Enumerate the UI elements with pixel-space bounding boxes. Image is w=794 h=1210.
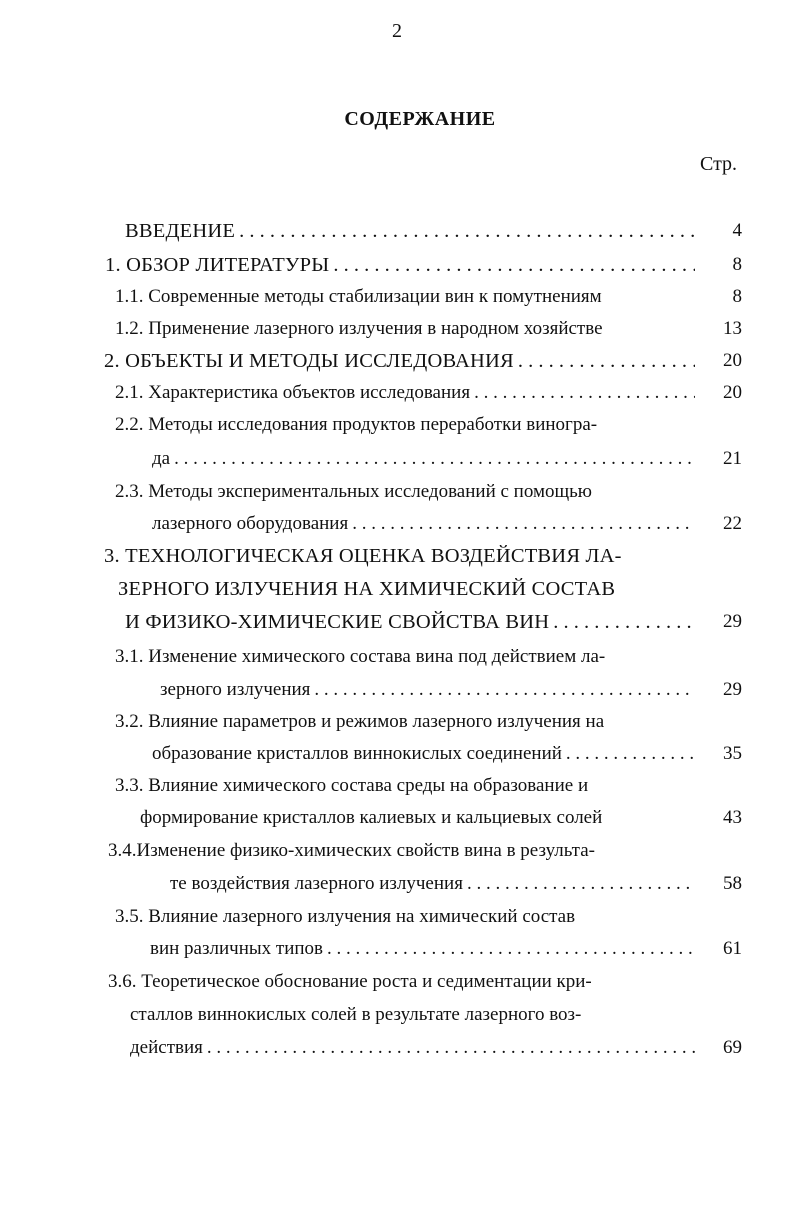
toc-entry[interactable] [115, 707, 604, 737]
toc-entry-continuation[interactable] [140, 803, 602, 833]
toc-page-number: 20 [723, 382, 742, 403]
toc-entry-text: 1.2. Применение лазерного излучения в народном хозяйстве [115, 318, 603, 339]
toc-entry-continuation[interactable] [152, 739, 695, 769]
dot-leader [174, 444, 695, 474]
toc-page-number: 13 [723, 318, 742, 339]
toc-page-number: 43 [723, 807, 742, 828]
toc-entry-text: те воздействия лазерного излучения [170, 873, 463, 894]
toc-entry-text: 3. ТЕХНОЛОГИЧЕСКАЯ ОЦЕНКА ВОЗДЕЙСТВИЯ ЛА- [104, 545, 622, 567]
dot-leader [518, 346, 695, 376]
dot-leader [333, 250, 695, 280]
toc-entry-text: да [152, 448, 171, 469]
toc-entry-text: 2. ОБЪЕКТЫ И МЕТОДЫ ИССЛЕДОВАНИЯ [104, 350, 514, 372]
toc-entry[interactable] [105, 250, 695, 280]
toc-page-number: 29 [723, 611, 742, 632]
toc-entry-continuation[interactable] [152, 444, 695, 474]
toc-entry[interactable] [115, 314, 603, 344]
toc-entry[interactable] [108, 967, 592, 997]
toc-page-number: 69 [723, 1037, 742, 1058]
toc-page-number: 29 [723, 679, 742, 700]
toc-entry-continuation[interactable] [152, 509, 695, 539]
toc-entry-text: сталлов виннокислых солей в результате лазерного воз- [130, 1004, 582, 1025]
dot-leader [352, 509, 695, 539]
toc-entry-text: зерного излучения [160, 679, 311, 700]
toc-entry-continuation[interactable] [170, 869, 695, 899]
toc-entry-text: 3.1. Изменение химического состава вина под действием ла- [115, 646, 606, 667]
toc-entry-text: 3.6. Теоретическое обоснование роста и седиментации кри- [108, 971, 592, 992]
toc-entry-text: формирование кристаллов калиевых и кальциевых солей [140, 807, 603, 828]
toc-entry-text: действия [130, 1037, 203, 1058]
dot-leader [566, 739, 695, 769]
toc-entry-text: вин различных типов [150, 938, 323, 959]
toc-entry-continuation[interactable] [130, 1033, 695, 1063]
toc-page-number: 20 [723, 350, 742, 371]
toc-entry-text: И ФИЗИКО-ХИМИЧЕСКИЕ СВОЙСТВА ВИН [125, 611, 550, 633]
toc-page-number: 58 [723, 873, 742, 894]
toc-entry[interactable] [115, 771, 588, 801]
toc-entry[interactable] [115, 378, 695, 408]
toc-entry-continuation[interactable] [150, 934, 695, 964]
page-title: СОДЕРЖАНИЕ [344, 108, 496, 130]
page-number: 2 [392, 20, 402, 42]
toc-entry[interactable] [115, 642, 605, 672]
toc-entry-text: 2.3. Методы экспериментальных исследований с помощью [115, 481, 592, 502]
toc-page-number: 8 [732, 286, 742, 307]
toc-entry-text: образование кристаллов виннокислых соединений [152, 743, 562, 764]
toc-entry-text: 2.2. Методы исследования продуктов переработки виногра- [115, 414, 598, 435]
toc-entry-continuation[interactable] [125, 607, 695, 637]
toc-entry-text: 3.4.Изменение физико-химических свойств вина в результа- [108, 840, 595, 861]
toc-entry-text: лазерного оборудования [152, 513, 349, 534]
toc-entry[interactable] [104, 541, 622, 571]
toc-entry-continuation[interactable] [160, 675, 695, 705]
dot-leader [474, 378, 695, 408]
dot-leader [467, 869, 695, 899]
toc-entry-text: 3.2. Влияние параметров и режимов лазерного излучения на [115, 711, 605, 732]
toc-entry[interactable] [125, 216, 695, 246]
toc-page-number: 61 [723, 938, 742, 959]
toc-entry-text: 3.3. Влияние химического состава среды на образование и [115, 775, 589, 796]
dot-leader [327, 934, 695, 964]
toc-entry[interactable] [108, 836, 595, 866]
dot-leader [207, 1033, 695, 1063]
page-column-label: Стр. [700, 153, 738, 175]
toc-entry-continuation[interactable] [118, 574, 615, 604]
toc-entry[interactable] [115, 902, 575, 932]
toc-entry-text: ЗЕРНОГО ИЗЛУЧЕНИЯ НА ХИМИЧЕСКИЙ СОСТАВ [118, 578, 616, 600]
toc-entry[interactable] [104, 346, 695, 376]
toc-page-number: 35 [723, 743, 742, 764]
toc-page-number: 22 [723, 513, 742, 534]
dot-leader [314, 675, 695, 705]
toc-page-number: 21 [723, 448, 742, 469]
toc-entry-text: 1.1. Современные методы стабилизации вин к помутнениям [115, 286, 602, 307]
toc-entry-continuation[interactable] [130, 1000, 581, 1030]
toc-page-number: 8 [732, 254, 742, 275]
toc-entry[interactable] [115, 410, 597, 440]
toc-entry[interactable] [115, 477, 592, 507]
dot-leader [239, 216, 695, 246]
toc-entry-text: 1. ОБЗОР ЛИТЕРАТУРЫ [105, 254, 330, 276]
toc-entry-text: ВВЕДЕНИЕ [125, 220, 236, 242]
toc-page-number: 4 [732, 220, 742, 241]
dot-leader [553, 607, 695, 637]
toc-entry-text: 3.5. Влияние лазерного излучения на химический состав [115, 906, 576, 927]
toc-entry[interactable] [115, 282, 602, 312]
toc-entry-text: 2.1. Характеристика объектов исследования [115, 382, 471, 403]
